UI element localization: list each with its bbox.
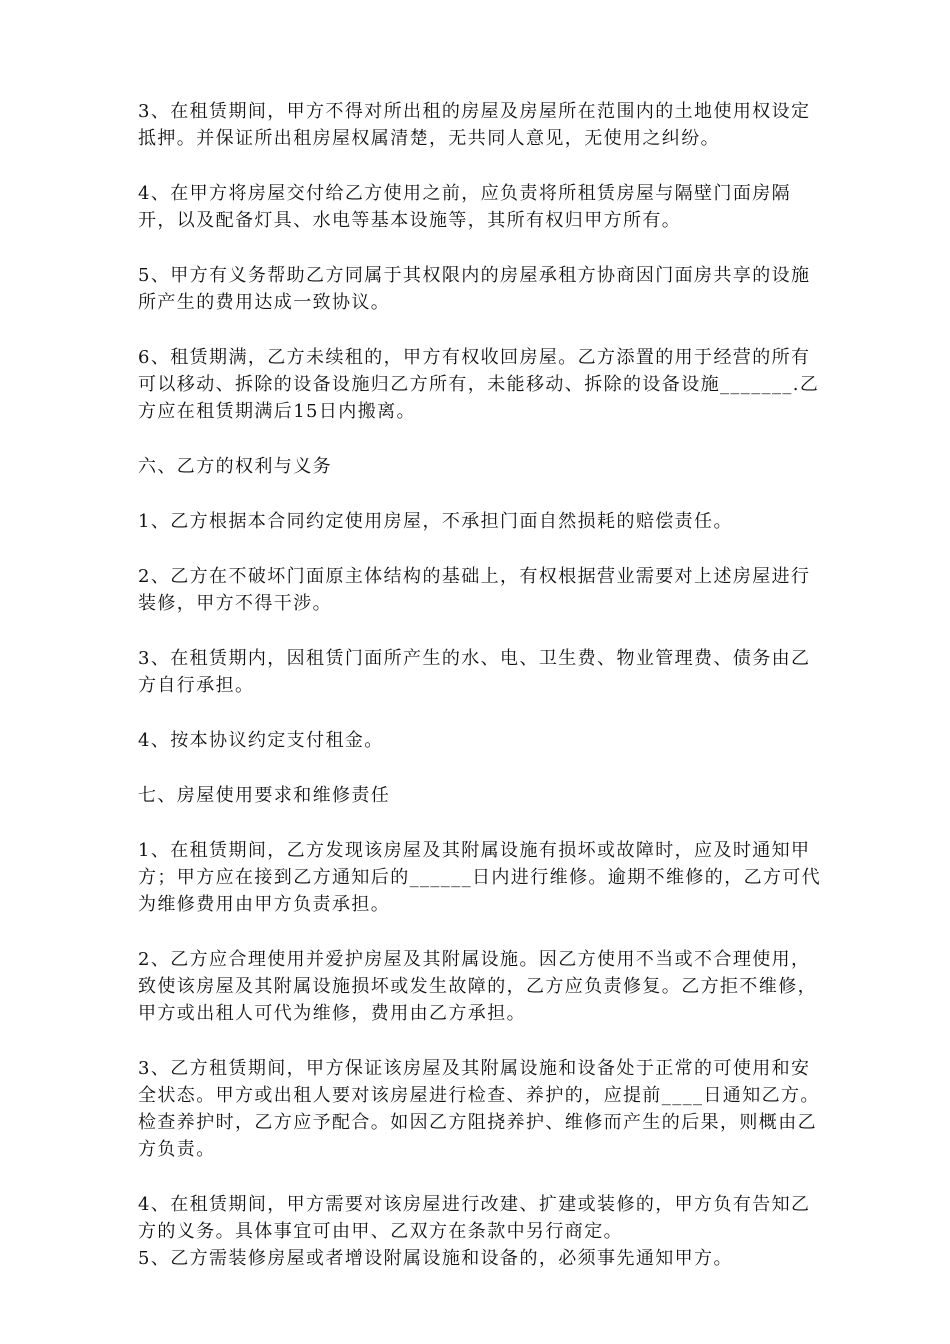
maintenance-clause-1: 1、在租赁期间，乙方发现该房屋及其附属设施有损坏或故障时，应及时通知甲方；甲方应在接到乙方通知后的______日内进行维修。逾期不维修的，乙方可代为维修费用由甲方负责承担。 [138,840,822,915]
clause-5-shared-costs: 5、甲方有义务帮助乙方同属于其权限内的房屋承租方协商因门面房共享的设施所产生的费用达成一致协议。 [138,265,811,313]
document-body [138,98,828,1272]
clause-4-partition-facilities: 4、在甲方将房屋交付给乙方使用之前，应负责将所租赁房屋与隔壁门面房隔开，以及配备灯具、水电等基本设施等，其所有权归甲方所有。 [138,183,792,231]
lessee-clause-3: 3、在租赁期内，因租赁门面所产生的水、电、卫生费、物业管理费、债务由乙方自行承担。 [138,648,811,696]
maintenance-clause-2: 2、乙方应合理使用并爱护房屋及其附属设施。因乙方使用不当或不合理使用，致使该房屋及其附属设施损坏或发生故障的，乙方应负责修复。乙方拒不维修，甲方或出租人可代为维修，费用由乙方承担。 [138,949,817,1024]
clause-3-no-mortgage: 3、在租赁期间，甲方不得对所出租的房屋及房屋所在范围内的土地使用权设定抵押。并保证所出租房屋权属清楚，无共同人意见，无使用之纠纷。 [138,101,811,149]
clause-6-lease-expiry: 6、租赁期满，乙方未续租的，甲方有权收回房屋。乙方添置的用于经营的所有可以移动、拆除的设备设施归乙方所有，未能移动、拆除的设备设施_______.乙方应在租赁期满后15日内搬离。 [138,347,820,422]
maintenance-clause-5: 5、乙方需装修房屋或者增设附属设施和设备的，必须事先通知甲方。 [138,1248,733,1269]
section-heading-lessee-rights: 六、乙方的权利与义务 [138,456,332,477]
lessee-clause-1: 1、乙方根据本合同约定使用房屋，不承担门面自然损耗的赔偿责任。 [138,511,733,532]
section-heading-usage-maintenance: 七、房屋使用要求和维修责任 [138,785,391,806]
maintenance-clause-3: 3、乙方租赁期间，甲方保证该房屋及其附属设施和设备处于正常的可使用和安全状态。甲方或出租人要对该房屋进行检查、养护的，应提前____日通知乙方。检查养护时，乙方应予配合。如因乙方阻挠养护、维修而产生的后果，则概由乙方负责。 [138,1058,820,1160]
maintenance-clause-4: 4、在租赁期间，甲方需要对该房屋进行改建、扩建或装修的，甲方负有告知乙方的义务。具体事宜可由甲、乙双方在条款中另行商定。 [138,1194,811,1242]
lessee-clause-2: 2、乙方在不破坏门面原主体结构的基础上，有权根据营业需要对上述房屋进行装修，甲方不得干涉。 [138,566,811,614]
lessee-clause-4: 4、按本协议约定支付租金。 [138,730,384,751]
